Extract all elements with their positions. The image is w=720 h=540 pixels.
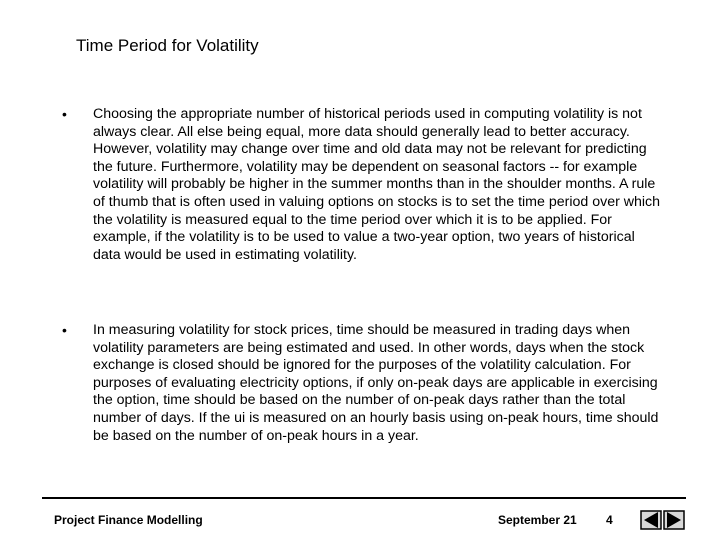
footer-date: September 21 (498, 513, 577, 527)
slide-title: Time Period for Volatility (76, 36, 259, 55)
bullet-item (62, 106, 662, 264)
bullet-marker: • (62, 106, 67, 122)
bullet-item (62, 322, 662, 445)
next-slide-button[interactable] (663, 510, 685, 530)
next-slide-icon (663, 510, 685, 530)
previous-slide-button[interactable] (640, 510, 662, 530)
footer-divider (42, 497, 686, 499)
bullet-text: Choosing the appropriate number of historical periods used in computing volatility is not always clear. All else being equal, more data should generally lead to better accuracy. However, volatility may change over time and old data may not be relevant for predicting the future. Furthermore, volatility may be dependent on seasonal factors -- for example volatility will probably be higher in the summer months than in the shoulder months. A rule of thumb that is often used in valuing options on stocks is to set the time period over which the volatility is measured equal to the time period over which it is to be applied. For example, if the volatility is to be used to value a two-year option, two years of historical data would be used in estimating volatility. (93, 106, 661, 263)
footer-course-title: Project Finance Modelling (54, 513, 203, 527)
bullet-text: In measuring volatility for stock prices, time should be measured in trading days when volatility parameters are being estimated and used. In other words, days when the stock exchange is closed should be ignored for the purposes of the volatility calculation. For purposes of evaluating electricity options, if only on-peak days are applicable in exercising the option, time should be based on the number of on-peak days rather than the total number of days. If the ui is measured on an hourly basis using on-peak hours, time should be based on the number of on-peak hours in a year. (93, 322, 659, 444)
bullet-marker: • (62, 322, 67, 338)
previous-slide-icon (640, 510, 662, 530)
page-number: 4 (606, 513, 613, 527)
